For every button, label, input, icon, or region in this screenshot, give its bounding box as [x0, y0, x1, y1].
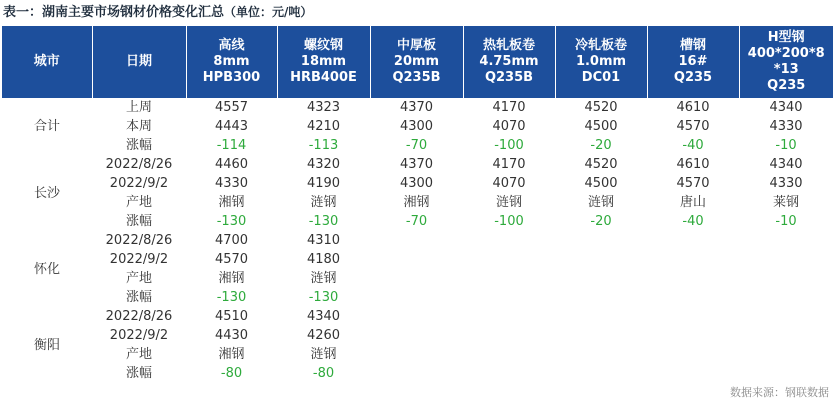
- value-cell: 涟钢: [587, 195, 614, 210]
- value-cell: 4300: [399, 119, 434, 134]
- value-cell: 4443: [214, 119, 249, 134]
- value-cell: 莱钢: [772, 195, 799, 210]
- value-cell: [647, 231, 739, 250]
- value-cell: [463, 288, 555, 307]
- table-row: [2, 326, 833, 345]
- row-label-cell: 涨幅: [125, 214, 152, 229]
- value-cell: -130: [308, 290, 339, 305]
- table-row: [2, 117, 833, 136]
- header-product-medium-plate: 中厚板 20mm Q235B: [370, 26, 463, 98]
- value-cell: 4170: [492, 100, 526, 115]
- value-cell: [370, 288, 463, 307]
- row-label-cell: 产地: [125, 195, 152, 210]
- value-cell: [647, 326, 739, 345]
- table-row: [2, 212, 833, 231]
- table-row: [2, 288, 833, 307]
- value-cell: -20: [590, 138, 612, 153]
- value-cell: -20: [590, 214, 612, 229]
- value-cell: 湘钢: [218, 271, 245, 286]
- value-cell: [647, 269, 739, 288]
- value-cell: -113: [308, 138, 339, 153]
- table-row: [2, 155, 833, 174]
- value-cell: 4070: [492, 176, 526, 191]
- value-cell: [739, 269, 833, 288]
- city-cell: 合计: [33, 119, 60, 134]
- value-cell: 4210: [306, 119, 341, 134]
- value-cell: [739, 326, 833, 345]
- city-cell: 衡阳: [33, 337, 60, 353]
- value-cell: [555, 326, 647, 345]
- row-label-cell: 涨幅: [125, 366, 152, 381]
- value-cell: 4520: [584, 157, 618, 172]
- value-cell: 4700: [214, 233, 249, 248]
- value-cell: 4330: [769, 176, 803, 191]
- value-cell: [463, 269, 555, 288]
- value-cell: [370, 345, 463, 364]
- value-cell: 4340: [769, 157, 803, 172]
- row-label-cell: 2022/8/26: [105, 309, 173, 324]
- value-cell: -10: [775, 138, 797, 153]
- title-text: 表一：湖南主要市场钢材价格变化汇总: [3, 5, 225, 20]
- value-cell: 4340: [306, 309, 341, 324]
- unit-text: （单位：元/吨）: [224, 5, 313, 19]
- value-cell: -80: [312, 366, 335, 381]
- value-cell: [739, 231, 833, 250]
- value-cell: [463, 345, 555, 364]
- value-cell: 4323: [306, 100, 341, 115]
- value-cell: 4610: [676, 157, 710, 172]
- value-cell: 4570: [676, 119, 710, 134]
- value-cell: [647, 288, 739, 307]
- value-cell: 4330: [769, 119, 803, 134]
- header-product-rebar: 螺纹钢 18mm HRB400E: [277, 26, 370, 98]
- value-cell: -130: [216, 214, 247, 229]
- table-row: [2, 193, 833, 212]
- value-cell: [647, 307, 739, 326]
- value-cell: 4170: [492, 157, 526, 172]
- value-cell: [555, 250, 647, 269]
- value-cell: [647, 364, 739, 383]
- value-cell: [555, 288, 647, 307]
- table-row: [2, 269, 833, 288]
- value-cell: -70: [405, 138, 428, 153]
- value-cell: 唐山: [679, 195, 706, 210]
- value-cell: -10: [775, 214, 797, 229]
- table-body: [2, 98, 833, 383]
- value-cell: -100: [494, 138, 524, 153]
- value-cell: [647, 250, 739, 269]
- row-label-cell: 2022/9/2: [109, 176, 169, 191]
- value-cell: [370, 250, 463, 269]
- table-row: [2, 174, 833, 193]
- header-product-hot-rolled-coil: 热轧板卷 4.75mm Q235B: [463, 26, 555, 98]
- value-cell: 4370: [399, 100, 434, 115]
- table-row: [2, 364, 833, 383]
- value-cell: [370, 364, 463, 383]
- value-cell: 4260: [306, 328, 341, 343]
- value-cell: 4300: [399, 176, 434, 191]
- value-cell: [370, 269, 463, 288]
- table-row: [2, 345, 833, 364]
- header-city: 城市: [2, 26, 92, 98]
- value-cell: 4510: [214, 309, 249, 324]
- value-cell: 涟钢: [310, 195, 337, 210]
- value-cell: [555, 364, 647, 383]
- value-cell: [555, 231, 647, 250]
- value-cell: [463, 250, 555, 269]
- value-cell: 4500: [584, 119, 618, 134]
- value-cell: 4190: [306, 176, 341, 191]
- table-row: [2, 250, 833, 269]
- row-label-cell: 本周: [125, 119, 152, 134]
- value-cell: 4310: [306, 233, 341, 248]
- header-product-channel-steel: 槽钢 16# Q235: [647, 26, 739, 98]
- value-cell: [555, 269, 647, 288]
- header-product-wire-rod: 高线 8mm HPB300: [186, 26, 277, 98]
- value-cell: [463, 364, 555, 383]
- table-title: [3, 2, 312, 22]
- value-cell: [739, 250, 833, 269]
- data-source-note: 数据来源：钢联数据: [730, 386, 829, 399]
- table-row: [2, 307, 833, 326]
- value-cell: 4430: [214, 328, 249, 343]
- header-product-cold-rolled-coil: 冷轧板卷 1.0mm DC01: [555, 26, 647, 98]
- value-cell: 4460: [214, 157, 249, 172]
- value-cell: -40: [682, 214, 704, 229]
- row-label-cell: 产地: [125, 271, 152, 286]
- value-cell: 4557: [214, 100, 249, 115]
- value-cell: 湘钢: [403, 195, 430, 210]
- value-cell: 涟钢: [310, 347, 337, 362]
- value-cell: [739, 307, 833, 326]
- city-cell: 长沙: [33, 185, 60, 201]
- value-cell: [739, 288, 833, 307]
- value-cell: 4320: [306, 157, 341, 172]
- value-cell: 4570: [214, 252, 249, 267]
- value-cell: 4370: [399, 157, 434, 172]
- value-cell: 4610: [676, 100, 710, 115]
- value-cell: [463, 307, 555, 326]
- value-cell: [555, 345, 647, 364]
- value-cell: 4340: [769, 100, 803, 115]
- value-cell: [647, 345, 739, 364]
- price-table: [2, 26, 833, 383]
- value-cell: [739, 345, 833, 364]
- row-label-cell: 上周: [125, 100, 152, 115]
- row-label-cell: 产地: [125, 347, 152, 362]
- value-cell: [370, 231, 463, 250]
- value-cell: 4180: [306, 252, 341, 267]
- value-cell: 涟钢: [495, 195, 522, 210]
- row-label-cell: 2022/9/2: [109, 252, 169, 267]
- value-cell: -80: [220, 366, 243, 381]
- value-cell: [370, 307, 463, 326]
- row-label-cell: 2022/8/26: [105, 233, 173, 248]
- header-row: [2, 26, 833, 98]
- table-row: [2, 136, 833, 155]
- row-label-cell: 涨幅: [125, 290, 152, 305]
- header-product-h-beam: H型钢 400*200*8 *13 Q235: [739, 26, 833, 98]
- value-cell: -100: [494, 214, 524, 229]
- value-cell: -70: [405, 214, 428, 229]
- value-cell: -114: [216, 138, 247, 153]
- value-cell: [739, 364, 833, 383]
- header-date: 日期: [92, 26, 186, 98]
- value-cell: 4500: [584, 176, 618, 191]
- table-row: [2, 231, 833, 250]
- value-cell: [463, 326, 555, 345]
- city-cell: 怀化: [33, 261, 60, 277]
- table-row: [2, 98, 833, 117]
- value-cell: 4520: [584, 100, 618, 115]
- value-cell: [463, 231, 555, 250]
- row-label-cell: 2022/8/26: [105, 157, 173, 172]
- value-cell: [370, 326, 463, 345]
- value-cell: 湘钢: [218, 195, 245, 210]
- row-label-cell: 涨幅: [125, 138, 152, 153]
- value-cell: -130: [308, 214, 339, 229]
- value-cell: 涟钢: [310, 271, 337, 286]
- value-cell: 湘钢: [218, 347, 245, 362]
- value-cell: 4330: [214, 176, 249, 191]
- value-cell: [555, 307, 647, 326]
- value-cell: -40: [682, 138, 704, 153]
- row-label-cell: 2022/9/2: [109, 328, 169, 343]
- value-cell: -130: [216, 290, 247, 305]
- value-cell: 4070: [492, 119, 526, 134]
- value-cell: 4570: [676, 176, 710, 191]
